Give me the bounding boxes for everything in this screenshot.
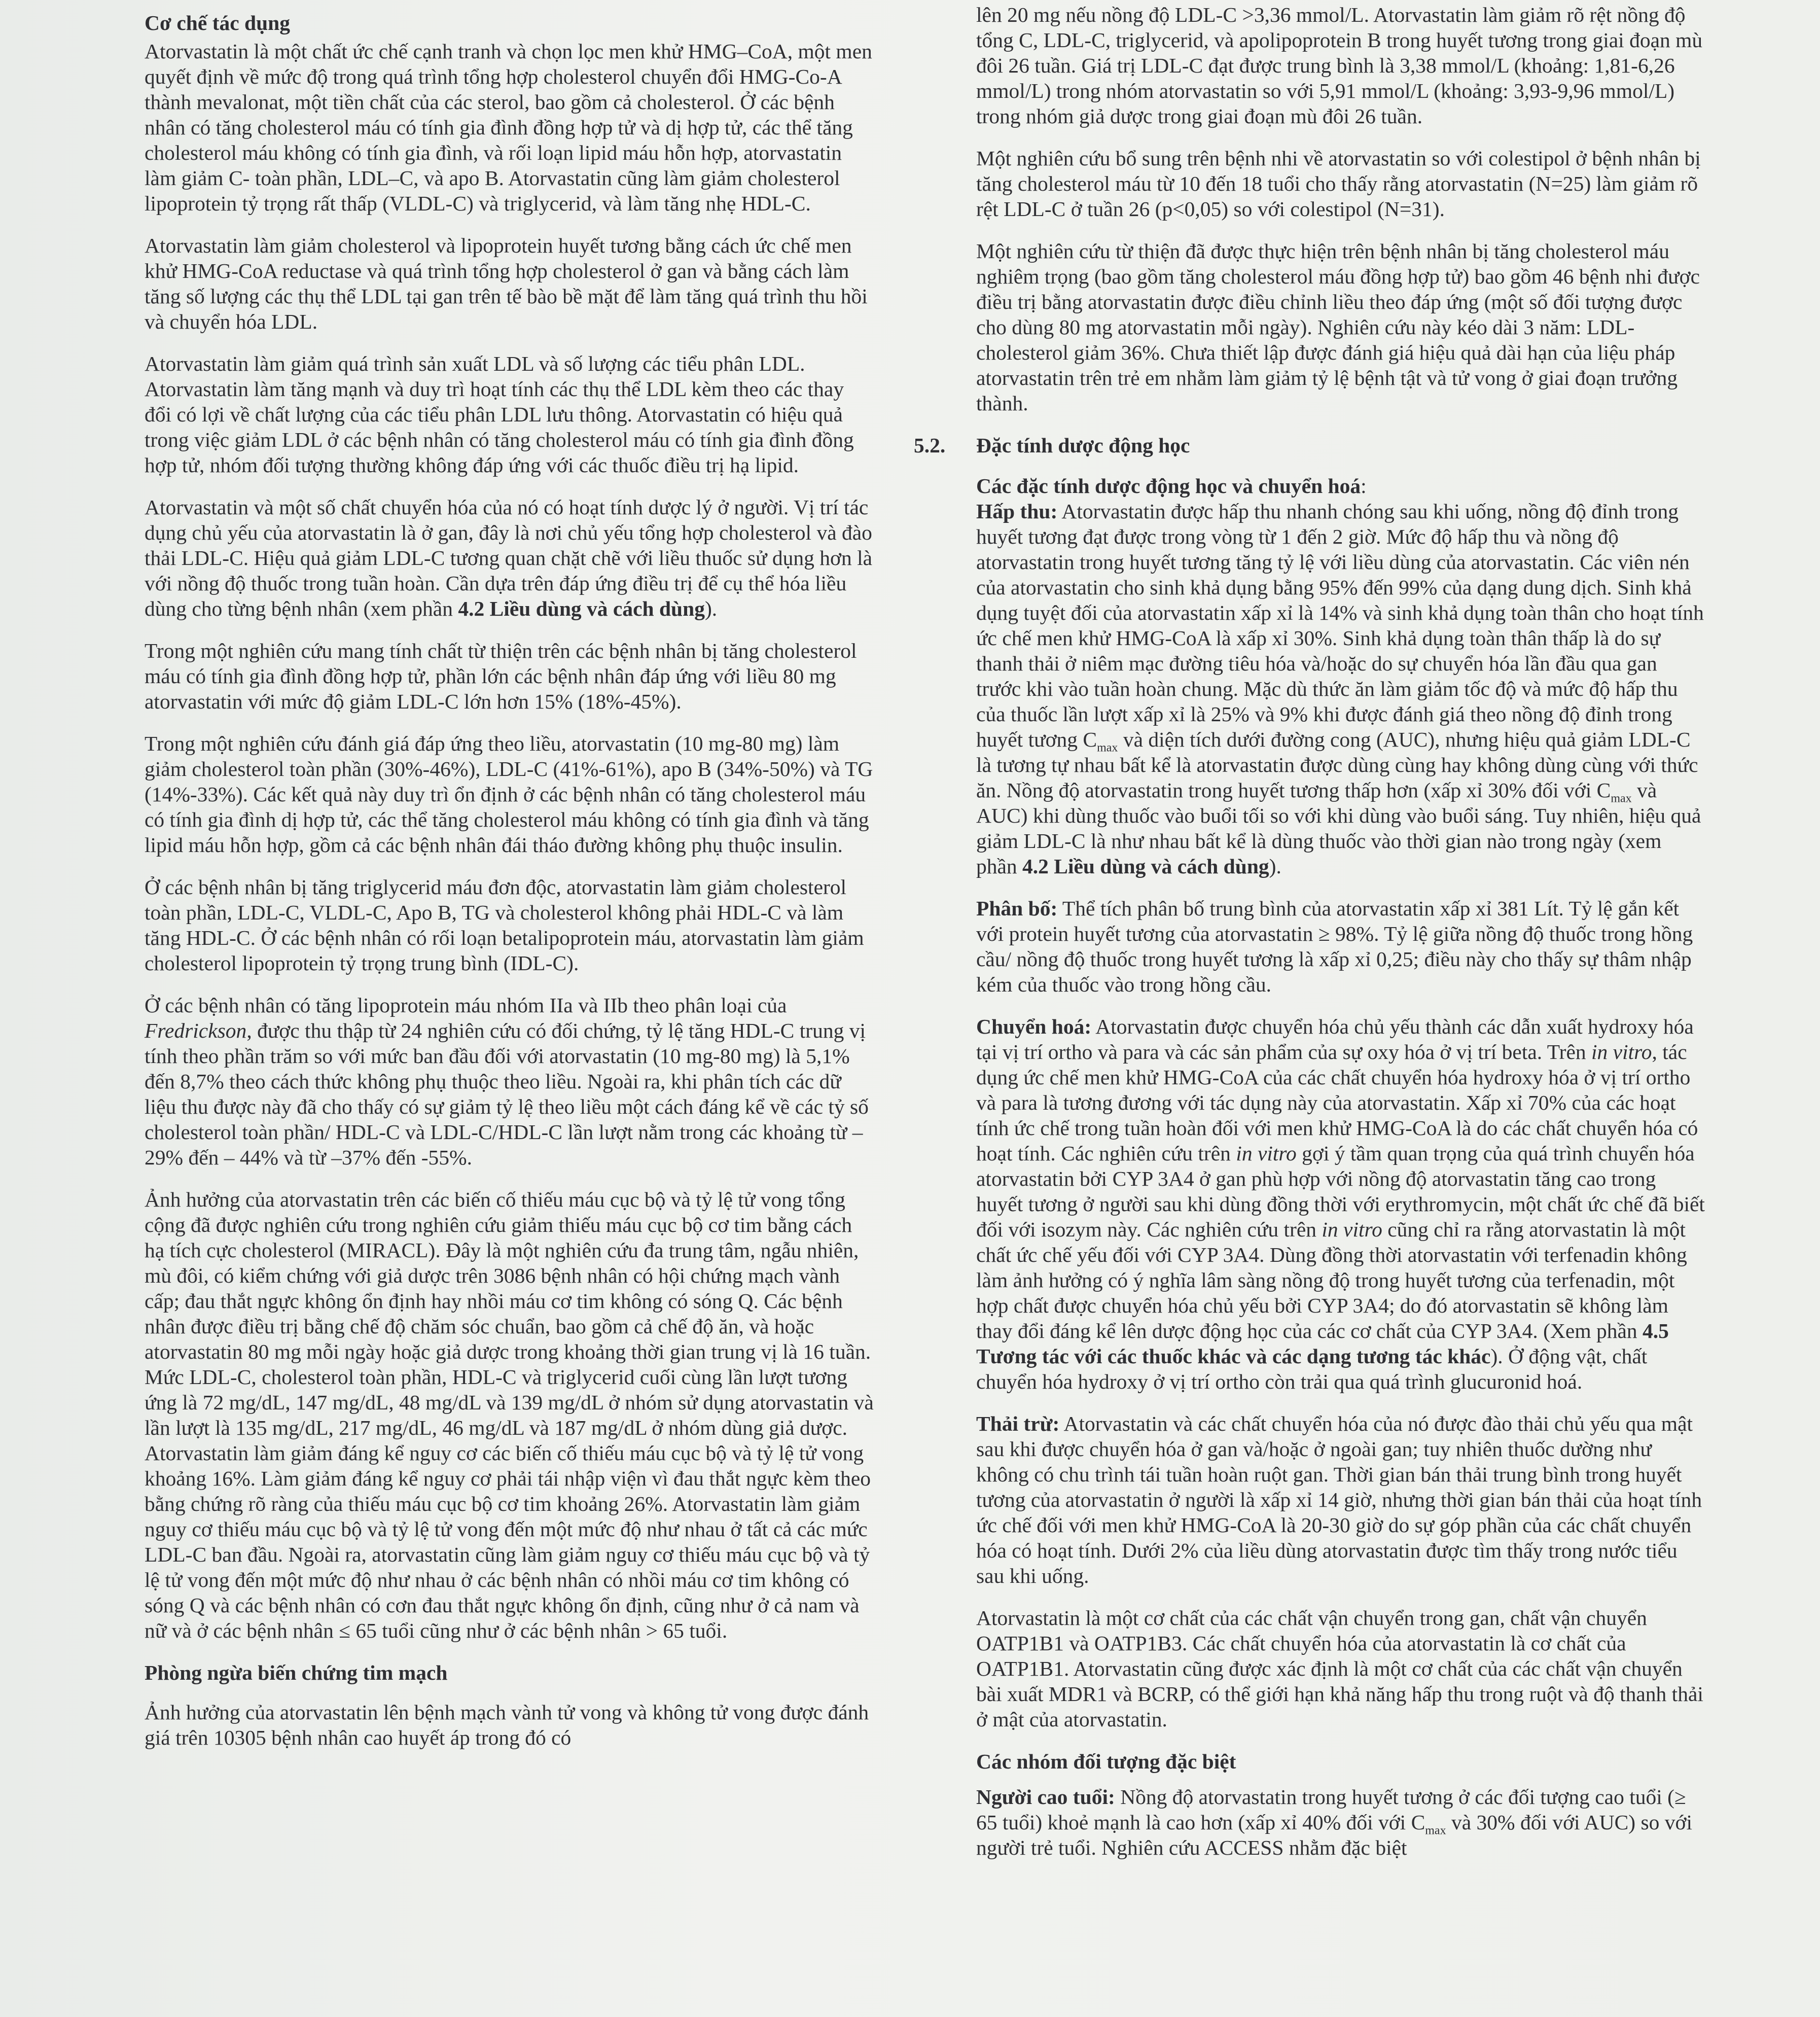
- paragraph: Ảnh hưởng của atorvastatin trên các biến cố thiếu máu cục bộ và tỷ lệ tử vong tổng cộng đã được nghiên cứu trong nghiên cứu giảm thiếu máu cục bộ cơ tim bằng cách hạ tích cực cholesterol (MIRACL). Đây là một nghiên cứu đa trung tâm, ngẫu nhiên, mù đôi, có kiểm chứng với giả dược trên 3086 bệnh nhân có hội chứng mạch vành cấp; đau thắt ngực không ổn định hay nhồi máu cơ tim không có sóng Q. Các bệnh nhân được điều trị bằng chế độ chăm sóc chuẩn, bao gồm cả chế độ ăn, và hoặc atorvastatin 80 mg mỗi ngày hoặc giả dược trong khoảng thời gian trung vị là 16 tuần. Mức LDL-C, cholesterol toàn phần, HDL-C và triglycerid cuối cùng lần lượt tương ứng là 72 mg/dL, 147 mg/dL, 48 mg/dL và 139 mg/dL ở nhóm sử dụng atorvastatin và lần lượt là 135 mg/dL, 217 mg/dL, 46 mg/dL và 187 mg/dL ở nhóm dùng giả dược. Atorvastatin làm giảm đáng kể nguy cơ các biến cố thiếu máu cục bộ và tỷ lệ tử vong khoảng 16%. Làm giảm đáng kể nguy cơ phải tái nhập viện vì đau thắt ngực kèm theo bằng chứng rõ ràng của thiếu máu cục bộ cơ tim khoảng 26%. Atorvastatin làm giảm nguy cơ thiếu máu cục bộ và tỷ lệ tử vong đến một mức độ như nhau ở tất cả các mức LDL-C ban đầu. Ngoài ra, atorvastatin cũng làm giảm nguy cơ thiếu máu cục bộ và tỷ lệ tử vong đến một mức độ như nhau ở các bệnh nhân có nhồi máu cơ tim không có sóng Q và các bệnh nhân có cơn đau thắt ngực không ổn định, cũng như ở cả nam và nữ và ở các bệnh nhân ≤ 65 tuổi cũng như ở các bệnh nhân > 65 tuổi.: [145, 1188, 874, 1642]
- paragraph-absorption: Hấp thu: Atorvastatin được hấp thu nhanh chóng sau khi uống, nồng độ đỉnh trong huyết tương đạt được trong vòng từ 1 đến 2 giờ. Mức độ hấp thu và nồng độ atorvastatin trong huyết tương tăng tỷ lệ với liều dùng của atorvastatin. Các viên nén của atorvastatin cho sinh khả dụng bằng 95% đến 99% của dạng dung dịch. Sinh khả dụng tuyệt đối của atorvastatin xấp xỉ là 14% và sinh khả dụng toàn thân cho hoạt tính ức chế men khử HMG-CoA là xấp xỉ 30%. Sinh khả dụng toàn thân thấp là do sự thanh thải ở niêm mạc đường tiêu hóa và/hoặc do sự chuyển hóa lần đầu qua gan trước khi vào tuần hoàn chung. Mặc dù thức ăn làm giảm tốc độ và mức độ hấp thu của thuốc lần lượt xấp xỉ là 25% và 9% khi được đánh giá theo nồng độ đỉnh trong huyết tương $C_{max}$ và diện tích dưới đường cong (AUC), nhưng hiệu quả giảm LDL-C là tương tự nhau bất kể là atorvastatin được dùng cùng hay không dùng cùng với thức ăn. Nồng độ atorvastatin trong huyết tương thấp hơn (xấp xỉ 30% đối với $C_{max}$ và AUC) khi dùng thuốc vào buổi tối so với khi dùng vào buổi sáng. Tuy nhiên, hiệu quả giảm LDL-C là như nhau bất kể là dùng thuốc vào thời gian nào trong ngày (xem phần 4.2 Liều dùng và cách dùng).: [976, 500, 1704, 878]
- paragraph: Atorvastatin là một chất ức chế cạnh tranh và chọn lọc men khử HMG–CoA, một men quyết định về mức độ trong quá trình tổng hợp cholesterol chuyển đổi HMG-Co-A thành mevalonat, một tiền chất của các sterol, bao gồm cả cholesterol. Ở các bệnh nhân có tăng cholesterol máu có tính gia đình đồng hợp tử và dị hợp tử, các thể tăng cholesterol máu không có tính gia đình, và rối loạn lipid máu hỗn hợp, atorvastatin làm giảm C- toàn phần, LDL–C, và apo B. Atorvastatin cũng làm giảm cholesterol lipoprotein tỷ trọng rất thấp (VLDL-C) và triglycerid, và làm tăng nhẹ HDL-C.: [145, 40, 872, 215]
- paragraph-metabolism: Chuyển hoá: Atorvastatin được chuyển hóa chủ yếu thành các dẫn xuất hydroxy hóa tại vị trí ortho và para và các sản phẩm của sự oxy hóa ở vị trí beta. Trên in vitro, tác dụng ức chế men khử HMG-CoA của các chất chuyển hóa hydroxy hóa ở vị trí ortho và para là tương đương với tác dụng này của atorvastatin. Xấp xỉ 70% của các hoạt tính ức chế trong tuần hoàn đối với men khử HMG-CoA là do các chất chuyển hóa có hoạt tính. Các nghiên cứu trên in vitro gợi ý tầm quan trọng của quá trình chuyển hóa atorvastatin bởi CYP 3A4 ở gan phù hợp với nồng độ atorvastatin tăng cao trong huyết tương ở người sau khi dùng đồng thời với erythromycin, một chất ức chế đã biết đối với isozym này. Các nghiên cứu trên in vitro cũng chỉ ra rằng atorvastatin là một chất ức chế yếu đối với CYP 3A4. Dùng đồng thời atorvastatin với terfenadin không làm ảnh hưởng có ý nghĩa lâm sàng nồng độ trong huyết tương của terfenadin, một hợp chất được chuyển hóa chủ yếu bởi CYP 3A4; do đó atorvastatin sẽ không làm thay đổi đáng kể lên dược động học của các cơ chất của CYP 3A4. (Xem phần 4.5 Tương tác với các thuốc khác và các dạng tương tác khác). Ở động vật, chất chuyển hóa hydroxy ở vị trí ortho còn trải qua quá trình glucuronid hoá.: [976, 1015, 1705, 1393]
- paragraph: Ở các bệnh nhân bị tăng triglycerid máu đơn độc, atorvastatin làm giảm cholesterol toàn phần, LDL-C, VLDL-C, Apo B, TG và cholesterol không phải HDL-C và làm tăng HDL-C. Ở các bệnh nhân có rối loạn betalipoprotein máu, atorvastatin làm giảm cholesterol lipoprotein tỷ trọng trung bình (IDL-C).: [145, 875, 864, 975]
- paragraph: Trong một nghiên cứu mang tính chất từ thiện trên các bệnh nhân bị tăng cholesterol máu có tính gia đình đồng hợp tử, phần lớn các bệnh nhân đáp ứng với liều 80 mg atorvastatin với mức độ giảm LDL-C lớn hơn 15% (18%-45%).: [145, 639, 857, 713]
- paragraph-elimination: Thải trừ: Atorvastatin và các chất chuyển hóa của nó được đào thải chủ yếu qua mật sau khi được chuyển hóa ở gan và/hoặc ở ngoài gan; tuy nhiên thuốc dường như không có chu trình tái tuần hoàn ruột gan. Thời gian bán thải trung bình trong huyết tương của atorvastatin ở người là xấp xỉ 14 giờ, nhưng thời gian bán thải của hoạt tính ức chế đối với men khử HMG-CoA là 20-30 giờ do sự góp phần của các chất chuyển hóa có hoạt tính. Dưới 2% của liều dùng atorvastatin được tìm thấy trong nước tiểu sau khi uống.: [976, 1412, 1702, 1587]
- paragraph: Ở các bệnh nhân có tăng lipoprotein máu nhóm IIa và IIb theo phân loại của Fredrickson, được thu thập từ 24 nghiên cứu có đối chứng, tỷ lệ tăng HDL-C trung vị tính theo phần trăm so với mức ban đầu đối với atorvastatin (10 mg-80 mg) là 5,1% đến 8,7% theo cách thức không phụ thuộc theo liều. Ngoài ra, khi phân tích các dữ liệu thu được này đã cho thấy có sự giảm tỷ lệ theo liều một cách đáng kể về các tỷ số cholesterol toàn phần/ HDL-C và LDL-C/HDL-C lần lượt nằm trong các khoảng từ –29% đến – 44% và từ –37% đến -55%.: [145, 994, 869, 1169]
- paragraph: lên 20 mg nếu nồng độ LDL-C >3,36 mmol/L. Atorvastatin làm giảm rõ rệt nồng độ tổng C, LDL-C, triglycerid, và apolipoprotein B trong huyết tương trong giai đoạn mù đôi 26 tuần. Giá trị LDL-C đạt được trung bình là 3,38 mmol/L (khoảng: 1,81-6,26 mmol/L) trong nhóm atorvastatin so với 5,91 mmol/L (khoảng: 3,93-9,96 mmol/L) trong nhóm giả dược trong giai đoạn mù đôi 26 tuần.: [976, 3, 1703, 128]
- heading-mechanism: Cơ chế tác dụng: [145, 11, 290, 34]
- section-title: Đặc tính dược động học: [976, 434, 1190, 457]
- paragraph: Atorvastatin làm giảm cholesterol và lipoprotein huyết tương bằng cách ức chế men khử HMG-CoA reductase và quá trình tổng hợp cholesterol ở gan và bằng cách làm tăng số lượng các thụ thể LDL tại gan trên tế bào bề mặt để làm tăng quá trình thu hồi và chuyển hóa LDL.: [145, 234, 868, 333]
- paragraph: Atorvastatin làm giảm quá trình sản xuất LDL và số lượng các tiểu phân LDL. Atorvastatin làm tăng mạnh và duy trì hoạt tính các thụ thể LDL kèm theo các thay đổi có lợi về chất lượng của các tiểu phân LDL lưu thông. Atorvastatin có hiệu quả trong việc giảm LDL ở các bệnh nhân có tăng cholesterol máu có tính gia đình đồng hợp tử, nhóm đối tượng thường không đáp ứng với các thuốc điều trị hạ lipid.: [145, 352, 854, 477]
- section-number: 5.2.: [914, 434, 946, 457]
- left-column: [145, 10, 875, 1767]
- section-heading-5-2: [914, 433, 1706, 458]
- paragraph: Một nghiên cứu bổ sung trên bệnh nhi về atorvastatin so với colestipol ở bệnh nhân bị tăng cholesterol máu từ 10 đến 18 tuổi cho thấy rằng atorvastatin (N=25) làm giảm rõ rệt LDL-C ở tuần 26 (p<0,05) so với colestipol (N=31).: [976, 147, 1701, 221]
- paragraph-distribution: Phân bố: Thể tích phân bố trung bình của atorvastatin xấp xỉ 381 Lít. Tỷ lệ gắn kết với protein huyết tương của atorvastatin ≥ 98%. Tỷ lệ giữa nồng độ thuốc trong hồng cầu/ nồng độ thuốc trong huyết tương là xấp xỉ 0,25; điều này cho thấy sự thâm nhập kém của thuốc vào trong hồng cầu.: [976, 897, 1693, 996]
- paragraph: Atorvastatin và một số chất chuyển hóa của nó có hoạt tính dược lý ở người. Vị trí tác dụng chủ yếu của atorvastatin là ở gan, đây là nơi chủ yếu tổng hợp cholesterol và đào thải LDL-C. Hiệu quả giảm LDL-C tương quan chặt chẽ với liều thuốc sử dụng hơn là với nồng độ thuốc trong tuần hoàn. Cần dựa trên đáp ứng điều trị để cụ thể hóa liều dùng cho từng bệnh nhân (xem phần 4.2 Liều dùng và cách dùng).: [145, 496, 873, 620]
- paragraph-elderly: Người cao tuổi: Nồng độ atorvastatin trong huyết tương ở các đối tượng cao tuổi (≥ 65 tuổi) khoẻ mạnh là cao hơn (xấp xỉ 40% đối với $C_{max}$ và 30% đối với AUC) so với người trẻ tuổi. Nghiên cứu ACCESS nhằm đặc biệt: [976, 1785, 1692, 1859]
- cross-reference: 4.2 Liều dùng và cách dùng: [1022, 855, 1269, 878]
- paragraph: Một nghiên cứu từ thiện đã được thực hiện trên bệnh nhân bị tăng cholesterol máu nghiêm trọng (bao gồm tăng cholesterol máu đồng hợp tử) bao gồm 46 bệnh nhi được điều trị bằng atorvastatin được điều chỉnh liều theo đáp ứng (một số đối tượng được cho dùng 80 mg atorvastatin mỗi ngày). Nghiên cứu này kéo dài 3 năm: LDL-cholesterol giảm 36%. Chưa thiết lập được đánh giá hiệu quả dài hạn của liệu pháp atorvastatin trên trẻ em nhằm làm giảm tỷ lệ bệnh tật và tử vong ở giai đoạn trưởng thành.: [976, 239, 1700, 415]
- subheading-pk: Các đặc tính dược động học và chuyển hoá:: [976, 474, 1367, 498]
- cross-reference: 4.5 Tương tác với các thuốc khác và các dạng tương tác khác: [976, 1319, 1669, 1368]
- bleed-through-text: [15, 964, 117, 1471]
- paragraph: Trong một nghiên cứu đánh giá đáp ứng theo liều, atorvastatin (10 mg-80 mg) làm giảm cholesterol toàn phần (30%-46%), LDL-C (41%-61%), apo B (34%-50%) và TG (14%-33%). Các kết quả này duy trì ổn định ở các bệnh nhân có tăng cholesterol máu có tính gia đình dị hợp tử, các thể tăng cholesterol máu không có tính gia đình và tăng lipid máu hỗn hợp, gồm cả các bệnh nhân đái tháo đường không phụ thuộc insulin.: [145, 732, 873, 857]
- heading-special-populations: Các nhóm đối tượng đặc biệt: [976, 1750, 1236, 1773]
- paragraph: Atorvastatin là một cơ chất của các chất vận chuyển trong gan, chất vận chuyển OATP1B1 và OATP1B3. Các chất chuyển hóa của atorvastatin là cơ chất của OATP1B1. Atorvastatin cũng được xác định là một cơ chất của các chất vận chuyển bài xuất MDR1 và BCRP, có thể giới hạn khả năng hấp thu trong ruột và độ thanh thải ở mật của atorvastatin.: [976, 1606, 1703, 1731]
- paragraph: Ảnh hưởng của atorvastatin lên bệnh mạch vành tử vong và không tử vong được đánh giá trên 10305 bệnh nhân cao huyết áp trong đó có: [145, 1701, 869, 1749]
- right-column: [914, 2, 1706, 1877]
- heading-cardio-prevention: Phòng ngừa biến chứng tim mạch: [145, 1661, 448, 1684]
- cross-reference: 4.2 Liều dùng và cách dùng: [458, 597, 705, 620]
